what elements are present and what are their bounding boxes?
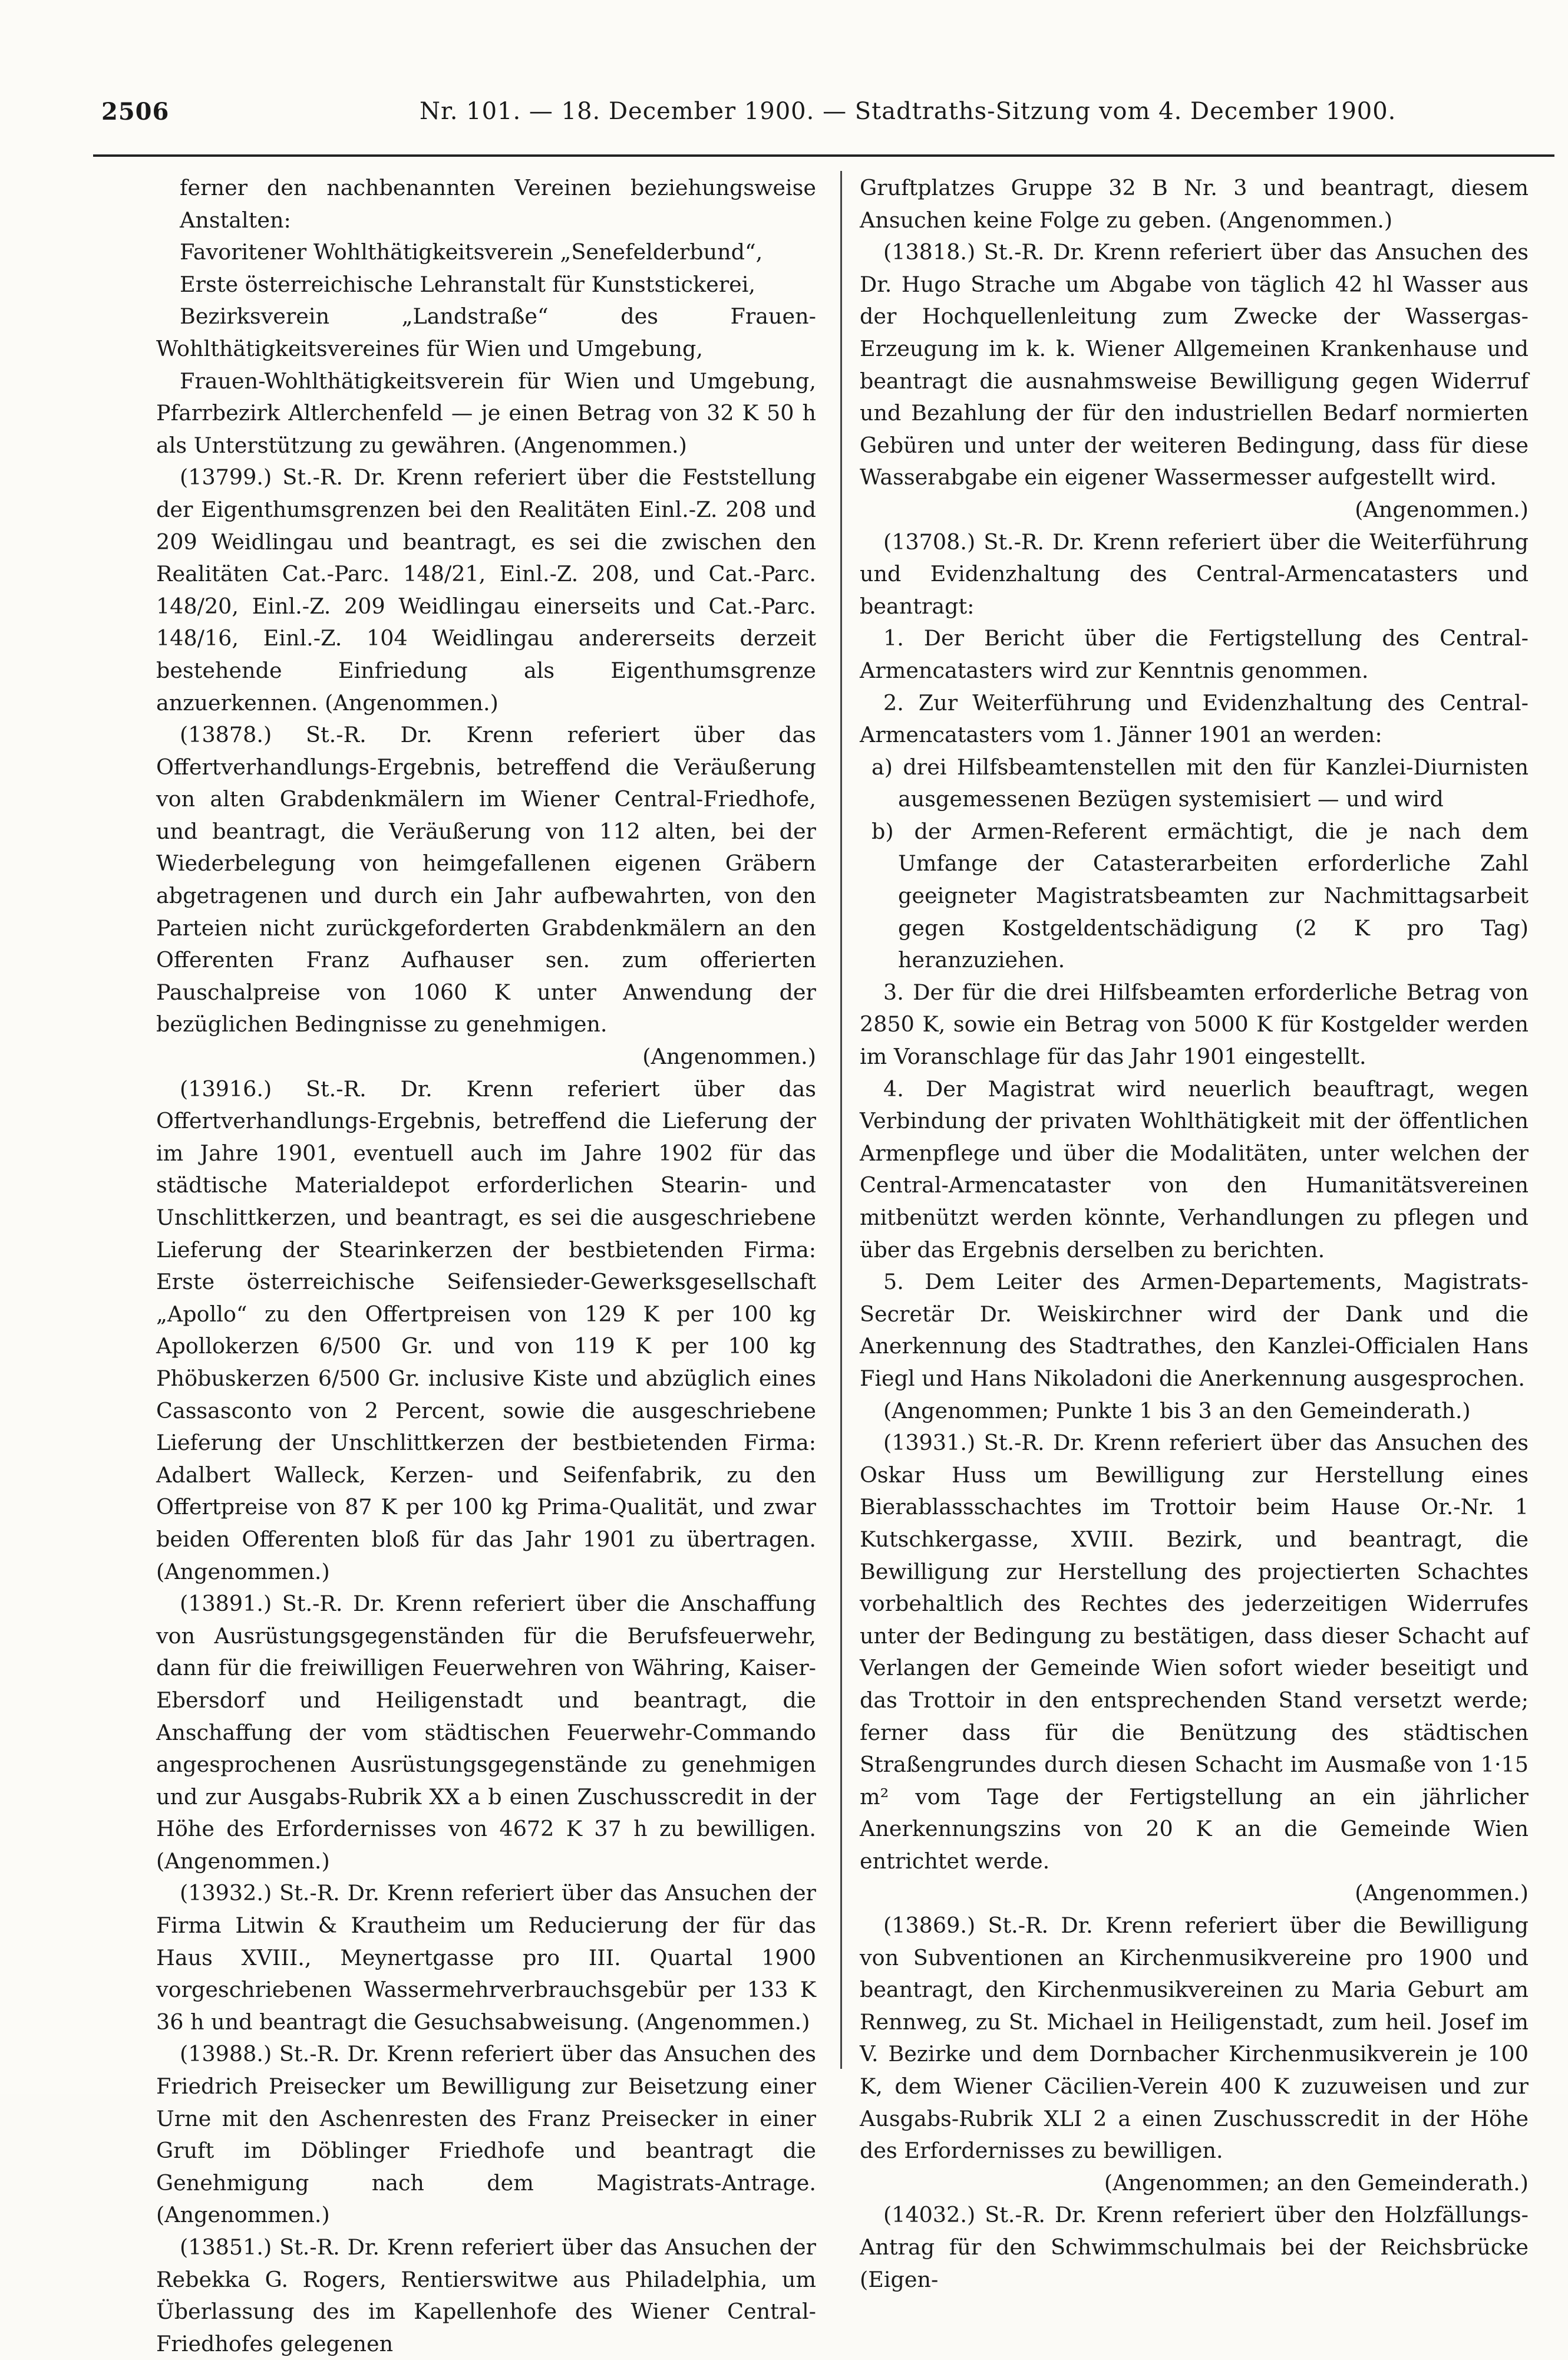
paragraph: 1. Der Bericht über die Fertigstellung des Central-Armencatasters wird zur Kenntnis genommen. <box>860 625 1529 683</box>
paragraph: (13708.) St.-R. Dr. Krenn referiert über die Weiterführung und Evidenzhaltung des Central-Armencatasters und beantragt: <box>860 529 1529 619</box>
paragraph: (Angenommen.) <box>1355 1880 1529 1906</box>
paragraph: (13891.) St.-R. Dr. Krenn referiert über die Anschaffung von Ausrüstungsgegenständen für die Berufsfeuerwehr, dann für die freiwilligen Feuerwehren von Währing, Kaiser-Ebersdorf und Heiligenstadt und beantragt, die Anschaffung der vom städtischen Feuerwehr-Commando angesprochenen Ausrüstungsgegenstände zu genehmigen und zur Ausgabs-Rubrik XX a b einen Zuschusscredit in der Höhe des Erfordernisses von 4672 K 37 h zu bewilligen. (Angenommen.) <box>156 1591 816 1874</box>
paragraph: ferner den nachbenannten Vereinen beziehungsweise Anstalten: <box>180 175 816 233</box>
paragraph: (13878.) St.-R. Dr. Krenn referiert über das Offertverhandlungs-Ergebnis, betreffend die Veräußerung von alten Grabdenkmälern im Wiener Central-Friedhofe, und beantragt, die Veräußerung von 112 alten, bei der Wiederbelegung von heimgefallenen eigenen Gräbern abgetragenen und durch ein Jahr aufbewahrten, von den Parteien nicht zurückgeforderten Grabdenkmälern an den Offerenten Franz Aufhauser sen. zum offerierten Pauschalpreise von 1060 K unter Anwendung der bezüglichen Bedingnisse zu genehmigen. <box>156 722 816 1037</box>
header-title: Nr. 101. — 18. December 1900. — Stadtraths-Sitzung vom 4. December 1900. <box>420 98 1397 125</box>
page-header <box>101 98 1397 139</box>
paragraph: (14032.) St.-R. Dr. Krenn referiert über den Holzfällungs-Antrag für den Schwimmschulmais bei der Reichsbrücke (Eigen- <box>860 2202 1529 2292</box>
left-column <box>156 172 816 2360</box>
paragraph: 2. Zur Weiterführung und Evidenzhaltung des Central-Armencatasters vom 1. Jänner 1901 an werden: <box>860 690 1529 748</box>
header-rule <box>93 154 1554 157</box>
paragraph: Favoritener Wohlthätigkeitsverein „Senefelderbund“, <box>180 239 763 265</box>
paragraph: (13799.) St.-R. Dr. Krenn referiert über die Feststellung der Eigenthumsgrenzen bei den Realitäten Einl.-Z. 208 und 209 Weidlingau und beantragt, es sei die zwischen den Realitäten Cat.-Parc. 148/21, Einl.-Z. 208, und Cat.-Parc. 148/20, Einl.-Z. 209 Weidlingau einerseits und Cat.-Parc. 148/16, Einl.-Z. 104 Weidlingau andererseits derzeit bestehende Einfriedung als Eigenthumsgrenze anzuerkennen. (Angenommen.) <box>156 464 816 716</box>
paragraph: Bezirksverein „Landstraße“ des Frauen-Wohlthätigkeitsvereines für Wien und Umgebung, <box>156 304 816 361</box>
paragraph: 3. Der für die drei Hilfsbeamten erforderliche Betrag von 2850 K, sowie ein Betrag von 5000 K für Kostgelder werden im Voranschlage für das Jahr 1901 eingestellt. <box>860 979 1529 1070</box>
column-divider <box>840 171 842 2069</box>
paragraph: (13931.) St.-R. Dr. Krenn referiert über das Ansuchen des Oskar Huss um Bewilligung zur Herstellung eines Bierablassschachtes im Trottoir beim Hause Or.-Nr. 1 Kutschkergasse, XVIII. Bezirk, und beantragt, die Bewilligung zur Herstellung des projectierten Schachtes vorbehaltlich des Rechtes des jederzeitigen Widerrufes unter der Bedingung zu bestätigen, dass dieser Schacht auf Verlangen der Gemeinde Wien sofort wieder beseitigt und das Trottoir in den entsprechenden Stand versetzt werde; ferner dass für die Benützung des städtischen Straßengrundes durch diesen Schacht im Ausmaße von 1·15 m² vom Tage der Fertigstellung an ein jährlicher Anerkennungszins von 20 K an die Gemeinde Wien entrichtet werde. <box>860 1430 1529 1874</box>
paragraph: (Angenommen.) <box>642 1044 816 1070</box>
paragraph: (13869.) St.-R. Dr. Krenn referiert über die Bewilligung von Subventionen an Kirchenmusikvereine pro 1900 und beantragt, den Kirchenmusikvereinen zu Maria Geburt am Rennweg, zu St. Michael in Heiligenstadt, zum heil. Josef im V. Bezirke und dem Dornbacher Kirchenmusikverein je 100 K, dem Wiener Cäcilien-Verein 400 K zuzuweisen und zur Ausgabs-Rubrik XLI 2 a einen Zuschusscredit in der Höhe des Erfordernisses zu bewilligen. <box>860 1913 1529 2164</box>
paragraph: (13818.) St.-R. Dr. Krenn referiert über das Ansuchen des Dr. Hugo Strache um Abgabe von täglich 42 hl Wasser aus der Hochquellenleitung zum Zwecke der Wassergas-Erzeugung im k. k. Wiener Allgemeinen Krankenhause und beantragt die ausnahmsweise Bewilligung gegen Widerruf und Bezahlung der für den industriellen Bedarf normierten Gebüren und unter der weiteren Bedingung, dass für diese Wasserabgabe ein eigener Wassermesser aufgestellt wird. <box>860 239 1529 490</box>
paragraph: 4. Der Magistrat wird neuerlich beauftragt, wegen Verbindung der privaten Wohlthätigkeit mit der öffentlichen Armenpflege und über die Modalitäten, unter welchen der Central-Armencataster von den Humanitätsvereinen mitbenützt werden könnte, Verhandlungen zu pflegen und über das Ergebnis derselben zu berichten. <box>860 1076 1529 1263</box>
right-column <box>860 172 1529 2296</box>
paragraph: (Angenommen.) <box>1355 496 1529 522</box>
paragraph: (Angenommen; an den Gemeinderath.) <box>1104 2170 1529 2196</box>
paragraph: Gruftplatzes Gruppe 32 B Nr. 3 und beantragt, diesem Ansuchen keine Folge zu geben. (Angenommen.) <box>860 175 1529 233</box>
list-item: b) der Armen-Referent ermächtigt, die je nach dem Umfange der Catasterarbeiten erforderliche Zahl geeigneter Magistratsbeamten zur Nachmittagsarbeit gegen Kostgeldentschädigung (2 K pro Tag) heranzuziehen. <box>872 818 1529 973</box>
paragraph: (13988.) St.-R. Dr. Krenn referiert über das Ansuchen des Friedrich Preisecker um Bewilligung zur Beisetzung einer Urne mit den Aschenresten des Franz Preisecker in einer Gruft im Döblinger Friedhofe und beantragt die Genehmigung nach dem Magistrats-Antrage. (Angenommen.) <box>156 2041 816 2228</box>
list-item: a) drei Hilfsbeamtenstellen mit den für Kanzlei-Diurnisten ausgemessenen Bezügen systemisiert — und wird <box>872 754 1529 812</box>
paragraph: Erste österreichische Lehranstalt für Kunststickerei, <box>180 271 756 297</box>
paragraph: (13932.) St.-R. Dr. Krenn referiert über das Ansuchen der Firma Litwin & Krautheim um Reducierung der für das Haus XVIII., Meynertgasse pro III. Quartal 1900 vorgeschriebenen Wassermehrverbrauchsgebür per 133 K 36 h und beantragt die Gesuchsabweisung. (Angenommen.) <box>156 1880 816 2035</box>
paragraph: Frauen-Wohlthätigkeitsverein für Wien und Umgebung, Pfarrbezirk Altlerchenfeld — je einen Betrag von 32 K 50 h als Unterstützung zu gewähren. (Angenommen.) <box>156 368 816 458</box>
paragraph: (13916.) St.-R. Dr. Krenn referiert über das Offertverhandlungs-Ergebnis, betreffend die Lieferung der im Jahre 1901, eventuell auch im Jahre 1902 für das städtische Materialdepot erforderlichen Stearin- und Unschlittkerzen, und beantragt, es sei die ausgeschriebene Lieferung der Stearinkerzen der bestbietenden Firma: Erste österreichische Seifensieder-Gewerksgesellschaft „Apollo“ zu den Offertpreisen von 129 K per 100 kg Apollokerzen 6/500 Gr. und von 119 K per 100 kg Phöbuskerzen 6/500 Gr. inclusive Kiste und abzüglich eines Cassasconto von 2 Percent, sowie die ausgeschriebene Lieferung der Unschlittkerzen der bestbietenden Firma: Adalbert Walleck, Kerzen- und Seifenfabrik, zu den Offertpreise von 87 K per 100 kg Prima-Qualität, und zwar beiden Offerenten bloß für das Jahr 1901 zu übertragen. (Angenommen.) <box>156 1076 816 1584</box>
paragraph: (Angenommen; Punkte 1 bis 3 an den Gemeinderath.) <box>883 1397 1471 1423</box>
paragraph: (13851.) St.-R. Dr. Krenn referiert über das Ansuchen der Rebekka G. Rogers, Rentierswitwe aus Philadelphia, um Überlassung des im Kapellenhofe des Wiener Central-Friedhofes gelegenen <box>156 2234 816 2356</box>
paragraph: 5. Dem Leiter des Armen-Departements, Magistrats-Secretär Dr. Weiskirchner wird der Dank und die Anerkennung des Stadtrathes, den Kanzlei-Officialen Hans Fiegl und Hans Nikoladoni die Anerkennung ausgesprochen. <box>860 1269 1529 1391</box>
page-number: 2506 <box>101 98 170 126</box>
